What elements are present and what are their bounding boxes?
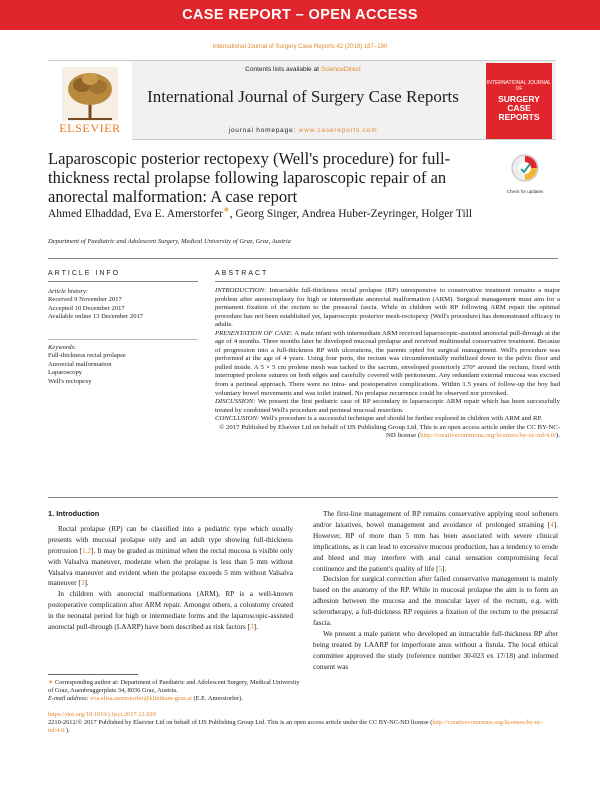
cover-line-1: SURGERY [498, 94, 540, 104]
case-label: PRESENTATION OF CASE: [215, 329, 293, 337]
paragraph-1 [48, 524, 293, 589]
discussion-text: We present the first pediatric case of RP secondary to laparoscopic ARM repair which has been successfully treated by combined Well's procedure and perineal mucosal resection. [215, 398, 560, 414]
case-report-banner [0, 0, 600, 30]
keyword-item: Well's rectopexy [48, 377, 92, 385]
case-text: A male infant with intermediate ARM received laparoscopic-assisted anorectal pull-through at the age of 4 months. Three months later he developed mucosal prolapse and received multimodal conservative treatment. Because of progression into a full-thickness RP with ulcerations, the parents opted for surgical management. Well's procedure was performed at the age of 4 years. Using four ports, the rectum was circumferentially mobilized down to the pelvic floor and pulled inside. A 5 × 5 cm prolene mesh was tacked to the sacrum, enveloped posteriorly 270° around the rectum, fixed with interrupted prolene sutures on both edges and carefully covered with peritoneum. Any redundant external mucosa was excised from a perineal approach. There were no intra- and postoperative complications. Within 1.5 years of follow-up the boy had voluntary bowel movements and was toilet trained. No prolapse recurrence could be observed nor provoked. [215, 329, 560, 397]
article-info-rule [48, 281, 198, 282]
p3-text-c: ]. [442, 564, 447, 573]
footnote-star: ∗ [48, 679, 54, 686]
cover-line-2: CASE [507, 103, 531, 113]
p3-text-a: The first-line management of RP remains conservative applying stool softeners and/or laxatives, bowel management and avoidance of prolonged straining [ [313, 510, 558, 529]
article-title: Laparoscopic posterior rectopexy (Well's procedure) for full-thickness rectal prolapse following laparoscopic repair of an anorectal malformation: A case report [48, 149, 451, 206]
doi-license-block [48, 711, 560, 735]
ref-link[interactable]: 1,2 [82, 546, 92, 555]
body-column-right [313, 509, 558, 673]
conclusion-text: Well's procedure is a successful technique and should be further explored in children with ARM and RP. [260, 415, 543, 423]
authors-rest: , Georg Singer, Andrea Huber-Zeyringer, Holger Till [229, 207, 473, 220]
homepage-prefix: journal homepage: [228, 127, 297, 134]
homepage-link[interactable]: www.casereports.com [298, 127, 378, 134]
article-info-heading: ARTICLE INFO [48, 270, 121, 277]
doi-link[interactable]: https://doi.org/10.1016/j.ijscr.2017.12.020 [48, 711, 156, 718]
abstract-discussion [215, 398, 560, 415]
corresponding-address [48, 679, 303, 695]
contents-prefix: Contents lists available at [245, 66, 319, 73]
footnote [48, 679, 303, 703]
ref-link[interactable]: 4 [550, 520, 554, 529]
footnote-rule [48, 674, 138, 675]
article-history [48, 288, 198, 322]
email-after: (E.E. Amerstorfer). [191, 695, 243, 703]
corresponding-text: Corresponding author at: Department of Paediatric and Adolescent Surgery, Medical University of Graz, Auenbruggerplatz 34, 8036 Graz, Austria. [48, 679, 300, 695]
paragraph-4: Decision for surgical correction after failed conservative management is mainly based on the anatomy of the RP. While in mucosal prolapse the aim is to form an adhesion between the mucosa and the muscular layer of the rectum, e.g. with sclerotherapy, a full-thickness RP requires a fixation of the rectum to the presacral fascia. [313, 575, 558, 628]
cover-top-text: INTERNATIONAL JOURNAL OF [486, 80, 552, 92]
authors-first: Ahmed Elhaddad, Eva E. Amerstorfer [48, 207, 223, 220]
conclusion-label: CONCLUSION: [215, 415, 260, 423]
journal-homepage [138, 127, 468, 134]
license-link[interactable]: http://creativecommons.org/licenses/by-nc-nd/4.0/ [420, 432, 557, 440]
keyword-item: Full-thickness rectal prolapse [48, 352, 126, 360]
corresponding-author-mark[interactable]: ∗ [223, 205, 230, 214]
publisher-logo [48, 61, 132, 141]
p1-text-c: ]. [84, 579, 89, 588]
keyword-item: Anorectal malformation [48, 360, 112, 368]
email-line [48, 695, 303, 703]
ref-link[interactable]: 5 [438, 564, 443, 573]
elsevier-wordmark: ELSEVIER [59, 121, 121, 135]
issn-text: 2210-2612/© 2017 Published by Elsevier Ltd on behalf of IJS Publishing Group Ltd. This is an open access article under the CC BY-NC-ND license ( [48, 719, 433, 727]
contents-line [138, 66, 468, 73]
journal-header [48, 60, 556, 140]
abstract-conclusion [215, 415, 560, 424]
abstract-case [215, 330, 560, 398]
p1-text-b: ]. It may be graded as minimal when the rectal mucosa is visible only with Valsalva maneuver, moderate when the prolapse is less than 5 mm without Valsalva maneuver and evident when the prolapse exceeds 5 mm without Valsalva maneuver [ [48, 546, 293, 588]
ref-link[interactable]: 3 [80, 579, 85, 588]
elsevier-tree-icon [62, 67, 118, 121]
journal-name: International Journal of Surgery Case Reports [147, 87, 459, 106]
copyright-end: ). [556, 432, 560, 440]
abstract-bottom-rule [48, 497, 558, 498]
sciencedirect-link[interactable]: ScienceDirect [320, 66, 361, 73]
paragraph-2 [48, 589, 293, 633]
banner-text: CASE REPORT – OPEN ACCESS [182, 7, 418, 23]
abstract-copyright [215, 424, 560, 441]
divider-line [48, 258, 558, 259]
paragraph-5: We present a male patient who developed an intractable full-thickness RP after being treated by LAARP for imperforate anus without a fistula. The local ethical committee approved the study (reference number 30-023 ex 17/18) and informed consent was [313, 629, 558, 671]
journal-citation[interactable]: International Journal of Surgery Case Reports 42 (2018) 187–190 [212, 44, 388, 50]
keywords-label: Keywords: [48, 344, 77, 351]
body-column-left [48, 509, 293, 633]
p3-text-b: ]. However, RP of more than 5 mm has been associated with severe clinical implications, as it can lead to excessive mucous production, has a tendency to erode and bleed and may interfere with anal canal sensation compromising fecal continence and the patient's quality of life [ [313, 520, 558, 573]
introduction-heading: 1. Introduction [48, 509, 100, 518]
author-list [48, 205, 558, 220]
bottom-license-link[interactable]: http://creativecommons.org/licenses/by-nc-nd/4.0/ [48, 719, 544, 735]
accepted-date: Accepted 10 December 2017 [48, 304, 125, 312]
paragraph-3 [313, 509, 558, 574]
issn-end: ). [65, 727, 70, 735]
received-date: Received 9 November 2017 [48, 296, 122, 304]
copyright-text: © 2017 Published by Elsevier Ltd on behalf of IJS Publishing Group Ltd. This is an open access article under the CC BY-NC-ND license ( [219, 423, 560, 440]
cover-line-3: REPORTS [498, 112, 540, 122]
history-label: Article history: [48, 288, 89, 295]
abstract-introduction [215, 287, 560, 330]
crossmark-icon[interactable] [510, 153, 540, 187]
email-link[interactable]: eva.elisa.amerstorfer@klinikum-graz.at [90, 695, 192, 703]
journal-cover-thumbnail [486, 63, 552, 139]
discussion-label: DISCUSSION: [215, 398, 256, 406]
abstract-heading: ABSTRACT [215, 270, 269, 277]
abstract-rule [215, 281, 560, 282]
p2-text-a: In children with anorectal malformations (ARM), RP is a well-known postoperative complication after ARM repair. Amongst others, a colostomy created in the neonatal period for high or intermediate forms and the laparoscopic-assisted anorectal pull-through (LAARP) have been described as risk factors [ [48, 590, 293, 632]
issn-line [48, 719, 560, 735]
abstract-body [215, 287, 560, 441]
intro-text: Intractable full-thickness rectal prolapse (RP) unresponsive to conservative treatment remains a major problem after anorectoplasty for high or intermediate anorectal malformation (ARM). Surgical management must aim for a permanent fixation of the rectum to the presacral fascia. While in children with RP following ARM repair the optimal procedure has not been established yet, laparoscopic posterior mesh-rectopexy (Well's procedure) has demonstrated efficacy in adults. [215, 287, 561, 329]
crossmark-label: Check for updates [506, 189, 544, 194]
p2-text-b: ]. [253, 623, 258, 632]
intro-label: INTRODUCTION: [215, 287, 267, 294]
info-divider [48, 339, 198, 340]
ref-link[interactable]: 3 [249, 623, 254, 632]
keywords [48, 344, 198, 386]
online-date: Available online 13 December 2017 [48, 313, 144, 321]
keyword-item: Laparoscopy [48, 369, 83, 377]
email-label: E-mail address: [48, 695, 89, 703]
p1-text-a: Rectal prolapse (RP) can be classified into a pediatric type which usually presents with mucosal prolapse only and an adult type showing full-thickness protrusion [ [48, 524, 293, 555]
affiliation: Department of Paediatric and Adolescent Surgery, Medical University of Graz, Graz, Austria [48, 238, 291, 245]
